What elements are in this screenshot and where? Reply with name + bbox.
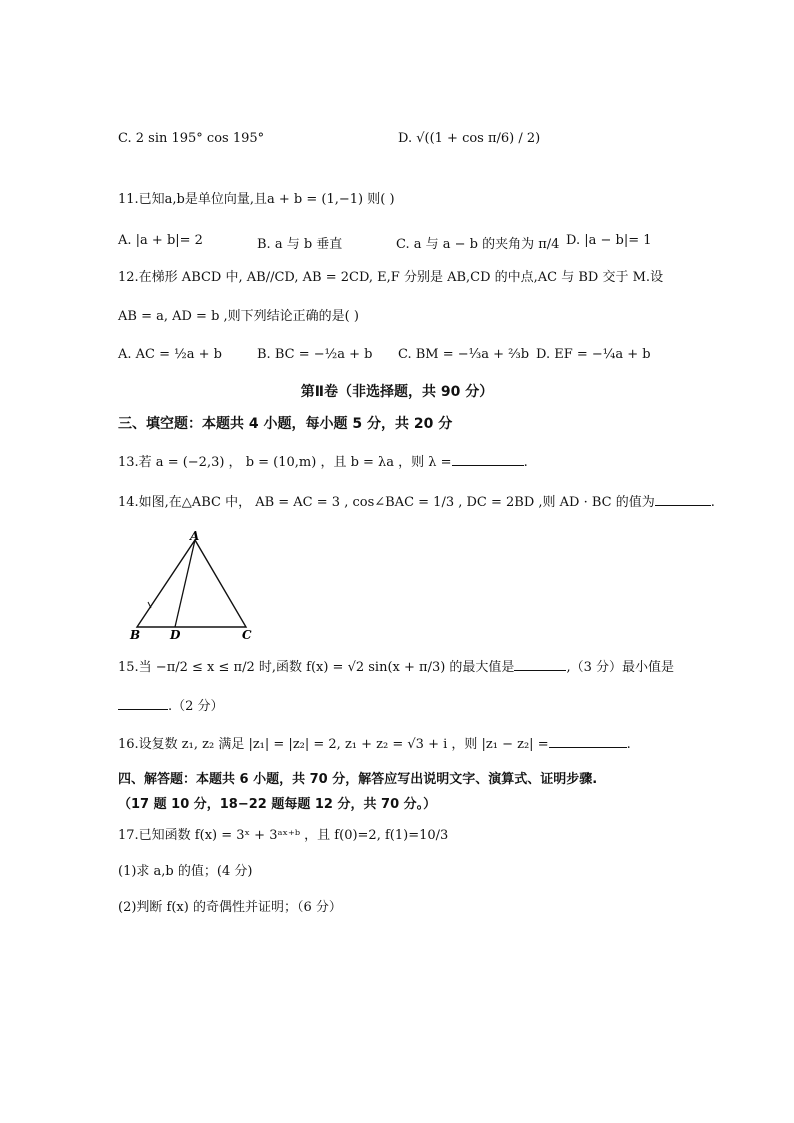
q17-stem: 17.已知函数 f(x) = 3ˣ + 3ᵃˣ⁺ᵇ ，且 f(0)=2, f(1)=10/3	[118, 828, 449, 843]
q11-option-b: B. a 与 b 垂直	[257, 237, 343, 252]
q15-line2-tail: .（2 分）	[168, 699, 224, 714]
label-a: A	[190, 529, 200, 543]
q12-option-c: C. BM = −⅓a + ⅔b	[398, 347, 530, 362]
q14-text: 14.如图,在△ABC 中， AB = AC = 3 , cos∠BAC = 1/3 , DC = 2BD ,则 AD · BC 的值为	[118, 495, 655, 510]
q15-text-tail: ,（3 分）最小值是	[566, 660, 674, 675]
q14-answer-blank	[655, 493, 711, 506]
q11-option-c: C. a 与 a − b 的夹角为 π/4	[396, 237, 560, 252]
q17-part1: (1)求 a,b 的值；(4 分)	[118, 864, 253, 879]
q11-stem: 11.已知a,b是单位向量,且a + b = (1,−1) 则( )	[118, 192, 395, 207]
q12-stem-line2: AB = a, AD = b ,则下列结论正确的是( )	[118, 309, 359, 324]
q16-answer-blank	[549, 735, 627, 748]
q11-option-d: D. |a − b|= 1	[566, 233, 652, 248]
q15-max-blank	[514, 658, 566, 671]
q13-answer-blank	[452, 453, 524, 466]
q15-line1	[118, 658, 674, 676]
section3-title: 三、填空题：本题共 4 小题，每小题 5 分，共 20 分	[118, 416, 453, 432]
q16-text: 16.设复数 z₁, z₂ 满足 |z₁| = |z₂| = 2, z₁ + z₂ = √3 + i ，则 |z₁ − z₂| =	[118, 737, 549, 752]
part2-title: 第Ⅱ卷（非选择题，共 90 分）	[300, 384, 494, 400]
label-b: B	[130, 628, 141, 642]
q15-text: 15.当 −π/2 ≤ x ≤ π/2 时,函数 f(x) = √2 sin(x + π/3) 的最大值是	[118, 660, 515, 675]
q12-option-d: D. EF = −¼a + b	[536, 347, 651, 362]
section4-title: 四、解答题：本题共 6 小题，共 70 分，解答应写出说明文字、演算式、证明步骤.	[118, 772, 598, 787]
section4-subtitle: （17 题 10 分，18−22 题每题 12 分，共 70 分。）	[118, 797, 437, 812]
q12-stem-line1: 12.在梯形 ABCD 中, AB//CD, AB = 2CD, E,F 分别是 AB,CD 的中点,AC 与 BD 交于 M.设	[118, 270, 664, 285]
q17-part2: (2)判断 f(x) 的奇偶性并证明；（6 分）	[118, 900, 342, 915]
q13-text: 13.若 a = (−2,3) ， b = (10,m) ，且 b = λa ，则 λ =	[118, 455, 452, 470]
q14: 14.如图,在△ABC 中， AB = AC = 3 , cos∠BAC = 1/3 , DC = 2BD ,则 AD · BC 的值为 .	[118, 495, 715, 510]
label-c: C	[242, 628, 252, 642]
q10-option-d: D. √((1 + cos π/6) / 2)	[398, 131, 541, 146]
q12-option-a: A. AC = ½a + b	[118, 347, 222, 362]
q16: 16.设复数 z₁, z₂ 满足 |z₁| = |z₂| = 2, z₁ + z₂ = √3 + i ，则 |z₁ − z₂| = .	[118, 737, 631, 752]
q13: 13.若 a = (−2,3) ， b = (10,m) ，且 b = λa ，则 λ = .	[118, 455, 528, 470]
q12-option-b: B. BC = −½a + b	[257, 347, 373, 362]
q15-min-blank	[118, 697, 168, 710]
label-d: D	[170, 628, 181, 642]
segment-ad	[175, 540, 195, 627]
triangle-figure	[118, 528, 268, 646]
q11-option-a: A. |a + b|= 2	[118, 233, 203, 248]
q10-option-c: C. 2 sin 195° cos 195°	[118, 131, 265, 146]
q15-line2	[118, 697, 224, 715]
